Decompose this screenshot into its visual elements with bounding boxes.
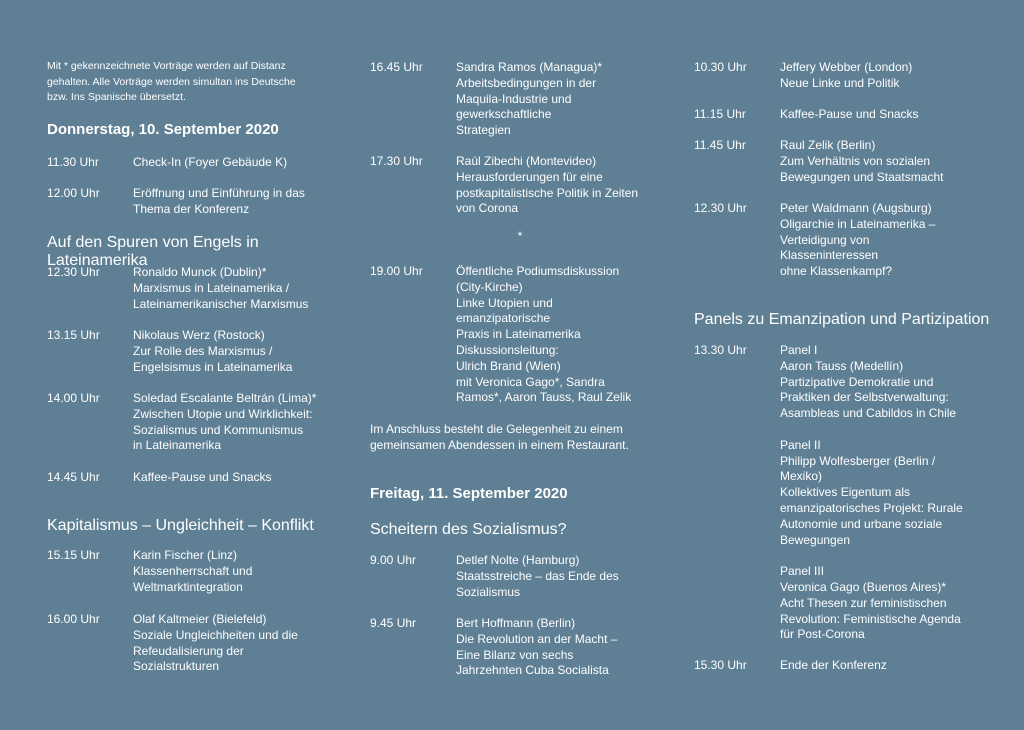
entry-line	[780, 548, 994, 564]
entry-line: Acht Thesen zur feministischen	[780, 595, 947, 610]
entry-line: Soledad Escalante Beltrán (Lima)*	[133, 391, 317, 405]
entry-line: Ronaldo Munck (Dublin)*	[133, 265, 267, 279]
entry-line: Bert Hoffmann (Berlin)	[456, 616, 576, 630]
day-heading: Donnerstag, 10. September 2020	[47, 121, 279, 138]
entry-line: Herausforderungen für eine	[456, 169, 603, 184]
entry-line: Staatsstreiche – das Ende des	[456, 568, 619, 583]
schedule-entry	[694, 658, 994, 674]
text-line: gemeinsamen Abendessen in einem Restaurant.	[370, 437, 629, 452]
entry-line: Check-In (Foyer Gebäude K)	[133, 155, 288, 169]
schedule-entry	[47, 612, 342, 675]
entry-line: Raul Zelik (Berlin)	[780, 138, 876, 152]
entry-line: Kaffee-Pause und Snacks	[133, 470, 272, 484]
section-heading: Kapitalismus – Ungleichheit – Konflikt	[47, 517, 314, 534]
entry-line: Sozialstrukturen	[133, 659, 220, 674]
entry-line: Neue Linke und Politik	[780, 75, 900, 90]
entry-line: Verteidigung von	[780, 232, 870, 247]
entry-line: Strategien	[456, 123, 511, 138]
entry-details	[133, 470, 342, 486]
entry-line: Asambleas und Cabildos in Chile	[780, 406, 957, 421]
entry-line: Panel III	[780, 564, 825, 579]
schedule-entry	[370, 616, 670, 679]
entry-line: von Corona	[456, 201, 519, 216]
text-line: bzw. Ins Spanische übersetzt.	[47, 91, 186, 103]
entry-line: Eröffnung und Einführung in das	[133, 186, 305, 200]
text-line: Mit * gekennzeichnete Vorträge werden auf Distanz	[47, 60, 286, 72]
entry-details	[456, 60, 670, 139]
entry-line: Peter Waldmann (Augsburg)	[780, 201, 932, 215]
entry-line: Marxismus in Lateinamerika /	[133, 280, 290, 295]
entry-details	[780, 138, 994, 185]
schedule-entry	[694, 60, 994, 92]
day-heading: Freitag, 11. September 2020	[370, 485, 568, 502]
entry-line: Arbeitsbedingungen in der	[456, 75, 597, 90]
entry-line: Weltmarktintegration	[133, 579, 243, 594]
entry-line: Zwischen Utopie und Wirklichkeit:	[133, 406, 313, 421]
entry-details	[780, 658, 994, 674]
entry-details	[133, 612, 342, 675]
entry-line: Kaffee-Pause und Snacks	[780, 107, 919, 121]
entry-line: Sozialismus und Kommunismus	[133, 422, 304, 437]
entry-time: 12.00 Uhr	[47, 186, 100, 200]
entry-details	[456, 154, 670, 217]
entry-line: Refeudalisierung der	[133, 643, 244, 658]
entry-details	[133, 548, 342, 595]
schedule-entry	[370, 154, 670, 217]
entry-line: Detlef Nolte (Hamburg)	[456, 553, 580, 567]
entry-details	[456, 616, 670, 679]
entry-line: Oligarchie in Lateinamerika –	[780, 216, 936, 231]
entry-line: Nikolaus Werz (Rostock)	[133, 328, 265, 342]
schedule-entry	[47, 470, 342, 486]
entry-time: 17.30 Uhr	[370, 154, 423, 168]
entry-time: 9.00 Uhr	[370, 553, 417, 567]
entry-time: 10.30 Uhr	[694, 60, 747, 74]
section-heading: Panels zu Emanzipation und Partizipation	[694, 311, 990, 328]
entry-line: Aaron Tauss (Medellín)	[780, 358, 904, 373]
entry-line: Olaf Kaltmeier (Bielefeld)	[133, 612, 267, 626]
entry-line: Jeffery Webber (London)	[780, 60, 913, 74]
entry-time: 14.45 Uhr	[47, 470, 100, 484]
entry-time: 15.15 Uhr	[47, 548, 100, 562]
entry-line: Jahrzehnten Cuba Socialista	[456, 663, 609, 678]
entry-details	[456, 553, 670, 600]
section-heading: Scheitern des Sozialismus?	[370, 521, 567, 538]
entry-time: 16.00 Uhr	[47, 612, 100, 626]
entry-time: 14.00 Uhr	[47, 391, 100, 405]
schedule-entry	[694, 343, 994, 643]
entry-line: Veronica Gago (Buenos Aires)*	[780, 579, 947, 594]
entry-details	[780, 343, 994, 643]
schedule-entry	[47, 155, 342, 171]
entry-details	[133, 155, 342, 171]
schedule-entry	[370, 264, 670, 406]
section-heading: Auf den Spuren von Engels in Lateinamerika	[47, 234, 259, 269]
schedule-entry	[370, 60, 670, 139]
entry-details	[456, 264, 670, 406]
entry-line: Revolution: Feministische Agenda	[780, 611, 961, 626]
entry-line: Diskussionsleitung:	[456, 342, 559, 357]
schedule-entry	[47, 265, 342, 312]
schedule-entry	[47, 186, 342, 218]
entry-line: Ulrich Brand (Wien)	[456, 358, 561, 373]
info-paragraph	[370, 422, 670, 454]
entry-line: Ramos*, Aaron Tauss, Raul Zelik	[456, 390, 632, 405]
entry-line: Bewegungen	[780, 532, 851, 547]
entry-line: mit Veronica Gago*, Sandra	[456, 374, 605, 389]
entry-details	[133, 328, 342, 375]
schedule-entry	[694, 107, 994, 123]
entry-line: Panel I	[780, 343, 818, 357]
entry-details	[780, 201, 994, 280]
entry-line: ohne Klassenkampf?	[780, 264, 893, 279]
entry-time: 11.30 Uhr	[47, 155, 99, 169]
entry-line: Die Revolution an der Macht –	[456, 631, 618, 646]
entry-line: Linke Utopien und	[456, 295, 553, 310]
entry-line: in Lateinamerika	[133, 438, 222, 453]
entry-time: 16.45 Uhr	[370, 60, 423, 74]
entry-line: Klassenherrschaft und	[133, 563, 253, 578]
text-line: Im Anschluss besteht die Gelegenheit zu einem	[370, 422, 623, 436]
entry-line: Bewegungen und Staatsmacht	[780, 169, 944, 184]
entry-line: Sozialismus	[456, 584, 521, 599]
schedule-entry	[694, 138, 994, 185]
entry-line: Karin Fischer (Linz)	[133, 548, 238, 562]
entry-line: Lateinamerikanischer Marxismus	[133, 296, 309, 311]
entry-line: Praktiken der Selbstverwaltung:	[780, 390, 949, 405]
entry-line: Panel II	[780, 437, 821, 452]
entry-line: Kollektives Eigentum als	[780, 485, 911, 500]
entry-line: (City-Kirche)	[456, 279, 523, 294]
entry-line: Maquila-Industrie und	[456, 91, 572, 106]
schedule-entry	[370, 553, 670, 600]
entry-details	[780, 107, 994, 123]
entry-line: Ende der Konferenz	[780, 658, 887, 672]
entry-time: 11.45 Uhr	[694, 138, 746, 152]
entry-time: 13.30 Uhr	[694, 343, 747, 357]
entry-time: 12.30 Uhr	[47, 265, 100, 279]
entry-line: Philipp Wolfesberger (Berlin /	[780, 453, 936, 468]
entry-line: Partizipative Demokratie und	[780, 374, 934, 389]
separator-star: *	[517, 229, 523, 243]
entry-time: 13.15 Uhr	[47, 328, 100, 342]
text-line: gehalten. Alle Vorträge werden simultan ins Deutsche	[47, 75, 296, 88]
entry-details	[133, 265, 342, 312]
entry-time: 9.45 Uhr	[370, 616, 417, 630]
entry-line: gewerkschaftliche	[456, 107, 552, 122]
entry-line: Klasseninteressen	[780, 248, 879, 263]
entry-line: Raúl Zibechi (Montevideo)	[456, 154, 597, 168]
schedule-entry	[47, 548, 342, 595]
entry-line: Mexiko)	[780, 469, 823, 484]
entry-time: 19.00 Uhr	[370, 264, 423, 278]
entry-line: emanzipatorisches Projekt: Rurale	[780, 500, 963, 515]
entry-line: Sandra Ramos (Managua)*	[456, 60, 603, 74]
entry-time: 11.15 Uhr	[694, 107, 746, 121]
entry-line: Zur Rolle des Marxismus /	[133, 343, 273, 358]
entry-line: Soziale Ungleichheiten und die	[133, 627, 298, 642]
entry-line: Zum Verhältnis von sozialen	[780, 153, 931, 168]
schedule-entry	[47, 328, 342, 375]
entry-line	[780, 422, 994, 438]
entry-line: Engelsismus in Lateinamerika	[133, 359, 293, 374]
entry-line: postkapitalistische Politik in Zeiten	[456, 185, 639, 200]
entry-time: 15.30 Uhr	[694, 658, 747, 672]
entry-details	[133, 186, 342, 218]
entry-line: Thema der Konferenz	[133, 201, 250, 216]
entry-line: für Post-Corona	[780, 627, 865, 642]
entry-time: 12.30 Uhr	[694, 201, 747, 215]
entry-line: Eine Bilanz von sechs	[456, 647, 574, 662]
schedule-entry	[694, 201, 994, 280]
entry-details	[780, 60, 994, 92]
schedule-entry	[47, 391, 342, 454]
intro-note	[47, 59, 342, 106]
entry-line: Öffentliche Podiumsdiskussion	[456, 264, 620, 278]
entry-line: Praxis in Lateinamerika	[456, 327, 581, 342]
entry-line: Autonomie und urbane soziale	[780, 516, 943, 531]
entry-line: emanzipatorische	[456, 311, 551, 326]
entry-details	[133, 391, 342, 454]
